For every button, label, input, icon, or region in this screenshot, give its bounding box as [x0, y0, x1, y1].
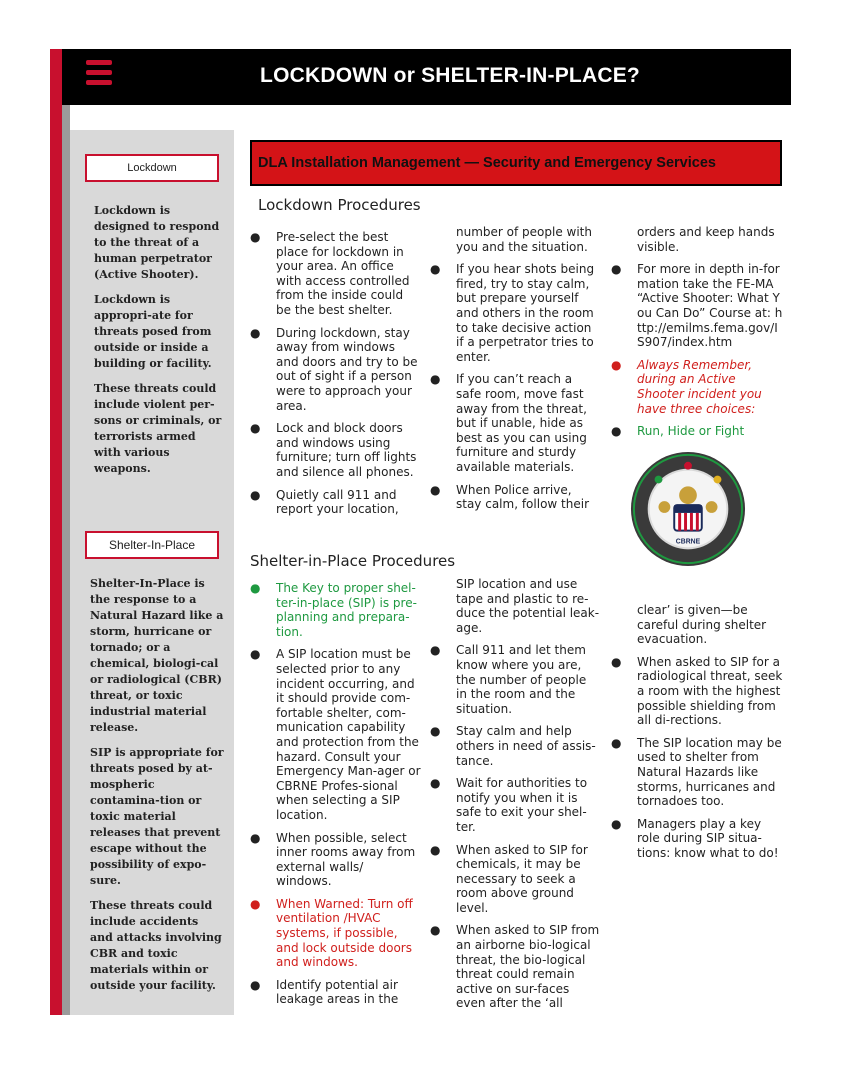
header-red-accent: [50, 49, 62, 105]
lockdown-heading: Lockdown Procedures: [258, 196, 421, 214]
list-item-continued: clear’ is given—be careful during shelter evacuation.: [637, 603, 767, 647]
list-item: ● Pre-select the best place for lockdown in your area. An office with access controlled from the inside could be the best shelter.: [250, 230, 410, 317]
lockdown-column-2: [430, 225, 598, 520]
list-item: ● Quietly call 911 and report your location,: [250, 487, 399, 517]
list-item: ● When possible, select inner rooms away from external walls/ windows.: [250, 830, 416, 889]
red-side-strip: [50, 105, 62, 1015]
list-item: ● When Police arrive, stay calm, follow their: [430, 482, 589, 512]
banner-title: DLA Installation Management — Security and Emergency Services: [258, 155, 716, 171]
list-item-continued: orders and keep hands visible.: [637, 225, 775, 254]
list-item: ● When asked to SIP from an airborne bio-logical threat, the bio-logical threat could remain active on sur-faces even after the ‘all: [430, 923, 600, 1011]
lockdown-paragraph: Lockdown is designed to respond to the threat of a human perpetrator (Active Shooter).: [94, 204, 220, 281]
list-item: ● Managers play a key role during SIP situa-tions: know what to do!: [611, 816, 779, 860]
list-item: ● During lockdown, stay away from windows and doors and try to be out of sight if a person were to approach your area.: [250, 325, 418, 413]
list-item-key: ● The Key to proper shel-ter-in-place (SIP) is pre-planning and prepara-tion.: [250, 581, 417, 639]
list-item: ● When asked to SIP for a radiological threat, seek a room with the highest possible shielding from all di-rections.: [611, 654, 783, 728]
lockdown-paragraph: Lockdown is appropri-ate for threats posed from outside or inside a building or facility.: [94, 293, 212, 370]
lockdown-label-box: Lockdown: [85, 154, 219, 182]
list-item: ● Identify potential air leakage areas in the: [250, 977, 399, 1007]
list-item: ● If you can’t reach a safe room, move fast away from the threat, but if unable, hide as best as you can using furniture and sturdy available materials.: [430, 372, 587, 474]
page-title: LOCKDOWN or SHELTER-IN-PLACE?: [260, 64, 640, 87]
sip-column-1: [250, 581, 422, 1015]
list-item: ● Call 911 and let them know where you are, the number of people in the room and the situation.: [430, 643, 587, 716]
list-item: ● For more in depth in-formation take the FE-MA “Active Shooter: What You Can Do” Course at: http://emilms.fema.gov/IS907/index.htm: [611, 262, 783, 350]
list-item: ● The SIP location may be used to shelter from Natural Hazards like storms, hurricanes and tornadoes too.: [611, 735, 782, 809]
list-item: ● A SIP location must be selected prior to any incident occurring, and it should provide com-fortable shelter, com-munication capability and protection from the hazard. Consult your Emergency Man-ager or CBRNE Profes-sional when selecting a SIP location.: [250, 647, 421, 822]
list-item-continued: SIP location and use tape and plastic to re-duce the potential leak-age.: [456, 577, 600, 635]
list-item-warned: ● When Warned: Turn off ventilation /HVAC systems, if possible, and lock outside doors and windows.: [250, 896, 413, 970]
gray-side-strip: [62, 105, 70, 1015]
lockdown-paragraph: These threats could include violent per-sons or criminals, or terrorists armed with various weapons.: [94, 382, 222, 475]
list-item-run-hide-fight: ● Run, Hide or Fight: [611, 424, 745, 439]
cbrne-seal-icon: [629, 450, 747, 568]
sip-paragraph: SIP is appropriate for threats posed by at-mospheric contamina-tion or toxic material releases that prevent escape without the possibility of expo-sure.: [90, 746, 224, 887]
list-item-remember: ● Always Remember, during an Active Shooter incident you have three choices:: [611, 357, 762, 416]
list-item: ● Lock and block doors and windows using furniture; turn off lights and silence all phones.: [250, 421, 417, 479]
sip-column-2: [430, 577, 600, 1019]
list-item-continued: number of people with you and the situation.: [456, 225, 592, 254]
sip-paragraph: These threats could include accidents and attacks involving CBR and toxic materials within or outside your facility.: [90, 899, 222, 992]
sip-paragraph: Shelter-In-Place is the response to a Natural Hazard like a storm, hurricane or tornado; or a chemical, biologi-cal or radiological (CBR) threat, or toxic industrial material release.: [90, 577, 224, 734]
sip-label-box: Shelter-In-Place: [85, 531, 219, 559]
sip-heading: Shelter-in-Place Procedures: [250, 552, 456, 570]
lockdown-column-3: [611, 225, 783, 447]
sip-description: [90, 576, 224, 1003]
list-item: ● Wait for authorities to notify you when it is safe to exit your shel-ter.: [430, 776, 588, 834]
sip-column-3: [611, 603, 783, 869]
list-item: ● Stay calm and help others in need of assis-tance.: [430, 724, 596, 768]
list-item: ● When asked to SIP for chemicals, it may be necessary to seek a room above ground level.: [430, 842, 588, 915]
lockdown-description: [94, 203, 222, 486]
menu-icon: [86, 60, 112, 84]
list-item: ● If you hear shots being fired, try to stay calm, but prepare yourself and others in the room to take decisive action if a perpetrator tries to enter.: [430, 262, 595, 364]
seal-label: CBRNE: [675, 538, 701, 546]
lockdown-column-1: [250, 230, 420, 525]
